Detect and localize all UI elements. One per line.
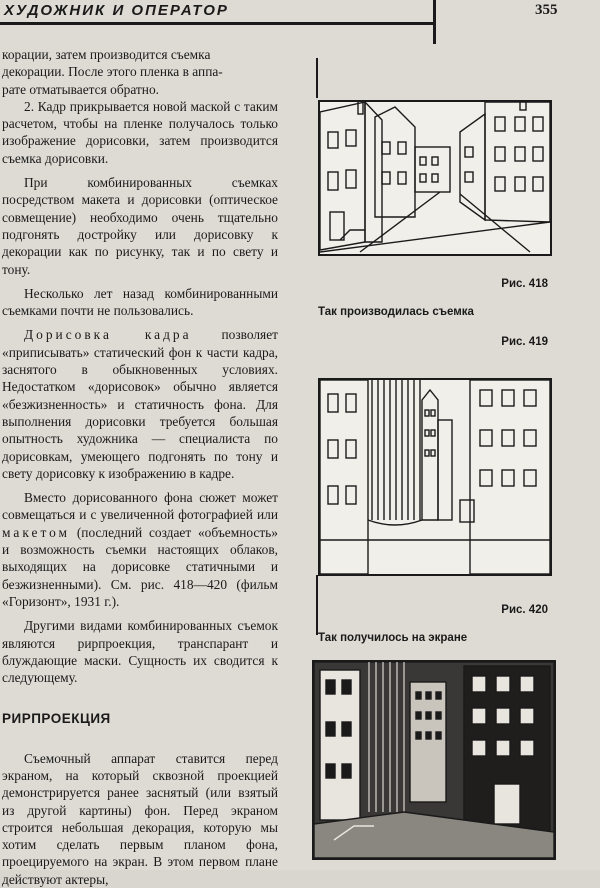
figure-guide-line: [316, 575, 318, 635]
paragraph-other-types: Другими видами комбинированных съемок являются рирпроекция, транспарант и блуждающие маски. Сущность их сводится к следующему.: [2, 618, 278, 686]
page-number: 355: [535, 2, 558, 18]
term-frame-drawing: Дорисовка кадра: [24, 327, 192, 343]
header-vertical-rule: [433, 0, 436, 44]
composite-result-drawing: [314, 662, 554, 858]
paragraph-frame-drawing: [2, 326, 278, 482]
page-header: [0, 0, 600, 26]
paragraph-photo-or-model-b: (последний создает «объемность» и возможность съемки настоящих облаков, выходящих на дорисовке статичными и безжизненными). См. рис. 418—420 (фильм «Горизонт», 1931 г.).: [2, 524, 278, 609]
figure-418-caption: Так производилась съемка: [318, 306, 474, 318]
term-model: макетом: [2, 524, 71, 540]
section-heading: РИРПРОЕКЦИЯ: [2, 711, 111, 727]
paragraph-few-years-ago: Несколько лет назад комбинированными съемками почти не пользовались.: [2, 285, 278, 319]
paragraph-frame-drawing-text: позволяет «приписывать» статический фон к части кадра, заснятого в обыкновенных условиях. Недостатком «дорисовок» обычно является «безжизненность» и статичность фона. Для выполнения дорисовки требуется большая опытность художника — специалиста по дорисовкам, умеющего подгонять по тону и свету дорисовку к изображению в кадре.: [2, 327, 278, 481]
header-rule: [0, 22, 435, 25]
paragraph-optical-combination: При комбинированных съемках посредством макета и дорисовки (оптическое совмещение) необходимо очень тщательно подгонять достройку или дорисовку к декорации как по рисунку, так и по свету и тону.: [2, 175, 278, 277]
figure-420: [312, 660, 556, 860]
figure-418-label: Рис. 418: [501, 278, 548, 290]
paragraph-continued-line-2: декорации. После этого пленка в аппа-: [2, 64, 223, 80]
text-column: [2, 46, 278, 888]
paragraph-photo-or-model-a: Вместо дорисованного фона сюжет может совмещаться и с увеличенной фотографией или: [2, 490, 278, 523]
paragraph-photo-or-model: [2, 489, 278, 610]
paragraph-mask-step: 2. Кадр прикрывается новой маской с таким расчетом, чтобы на пленке получалось только изображение дорисовки, затем производится съемка дорисовки.: [2, 98, 278, 166]
figure-419: [318, 378, 552, 576]
paragraph-rear-projection: Съемочный аппарат ставится перед экраном, на который сквозной проекцией демонстрируется ранее заснятый (или взятый из другой картины) фон. Перед экраном строится небольшая декорация, которую мы хотим сделать первым планом фона, проецируемого на экран. В этом первом плане действуют актеры,: [2, 750, 278, 887]
figure-420-caption: Так получилось на экране: [318, 632, 468, 644]
paragraph-continued-line-3: рате отматывается обратно.: [2, 81, 159, 97]
paragraph-continued-line-1: корации, затем производится съемка: [2, 47, 211, 62]
figure-419-label: Рис. 419: [501, 336, 548, 348]
street-set-drawing: [320, 102, 550, 254]
figure-420-label: Рис. 420: [501, 604, 548, 616]
figure-418: [318, 100, 552, 256]
figure-guide-line: [316, 58, 318, 98]
running-head: ХУДОЖНИК И ОПЕРАТОР: [4, 2, 229, 19]
drawn-background-drawing: [320, 380, 550, 574]
